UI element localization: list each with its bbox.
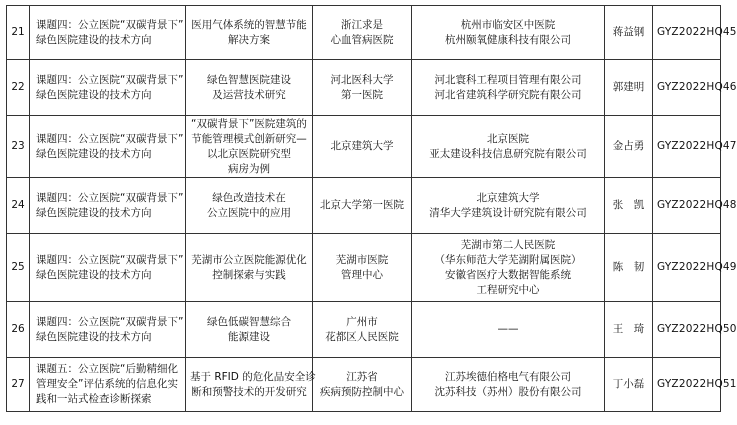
project-code-cell: GYZ2022HQ48 [653,178,721,234]
table-row [7,234,721,302]
cell-line: 芜湖市公立医院能源优化 [191,253,307,266]
cell-line: 杭州市临安区中医院 [460,18,556,31]
cell-line: 北京建筑大学 [330,140,394,152]
table-row [7,178,721,234]
cell-line: 绿色低碳智慧综合 [207,315,291,328]
row-number-cell: 26 [7,302,30,358]
cell-line: 河北医科大学 [330,73,394,86]
cell-line: 绿色改造技术在 [212,191,286,204]
project-code-cell: GYZ2022HQ50 [653,302,721,358]
row-number-cell: 21 [7,6,30,60]
cell-line: 心血管病医院 [330,33,394,46]
cell-line: 医用气体系统的智慧节能 [191,18,307,31]
table-row [7,302,721,358]
cell-line: 亚太建设科技信息研究院有限公司 [429,147,587,160]
cell-line: 北京大学第一医院 [320,199,404,211]
cell-line: 课题四：公立医院“双碳背景下” [36,18,184,31]
topic-cell [30,302,186,358]
cell-line: 基于 RFID 的危化品安全诊 [190,370,316,383]
cell-line: 江苏埃德伯格电气有限公司 [445,370,571,383]
lead-unit-cell [313,178,412,234]
cell-line: “双碳背景下”医院建筑的 [191,117,307,130]
lead-unit-cell [313,116,412,178]
cell-line: 北京建筑大学 [476,191,540,204]
topic-cell [30,6,186,60]
topic-cell [30,60,186,116]
table-row [7,358,721,412]
cell-line: 北京医院 [487,132,529,145]
cell-line: 河北寰科工程项目管理有限公司 [434,73,582,86]
project-title-cell [186,116,313,178]
topic-cell [30,116,186,178]
partner-units-cell [412,116,605,178]
table-row [7,60,721,116]
cell-line: 节能管理模式创新研究— [191,132,307,145]
partner-units-cell [412,6,605,60]
project-title-cell [186,178,313,234]
person-cell: 蒋益钢 [605,6,653,60]
cell-line: 课题五：公立医院“后勤精细化 [36,363,178,375]
lead-unit-cell [313,358,412,412]
person-cell: 郭建明 [605,60,653,116]
row-number-cell: 25 [7,234,30,302]
cell-line: 绿色医院建设的技术方向 [36,268,152,281]
cell-line: 能源建设 [228,330,270,343]
cell-line: 绿色医院建设的技术方向 [36,88,152,101]
cell-line: 绿色医院建设的技术方向 [36,330,152,343]
cell-line: 公立医院中的应用 [207,206,291,219]
cell-line: —— [497,323,519,335]
cell-line: 芜湖市医院 [335,253,389,266]
cell-line: 疾病预防控制中心 [320,385,404,398]
cell-line: 清华大学建筑设计研究院有限公司 [429,206,587,219]
partner-units-cell [412,234,605,302]
row-number-cell: 22 [7,60,30,116]
cell-line: 芜湖市第二人民医院 [460,238,556,251]
partner-units-cell [412,302,605,358]
project-code-cell: GYZ2022HQ45 [653,6,721,60]
cell-line: 病房为例 [228,162,270,175]
person-cell: 金占勇 [605,116,653,178]
cell-line: 以北京医院研究型 [207,147,291,160]
cell-line: 课题四：公立医院“双碳背景下” [36,191,184,204]
cell-line: 解决方案 [228,33,270,46]
cell-line: 课题四：公立医院“双碳背景下” [36,315,184,328]
topic-cell [30,358,186,412]
lead-unit-cell [313,6,412,60]
cell-line: 绿色医院建设的技术方向 [36,206,152,219]
row-number-cell: 27 [7,358,30,412]
cell-line: 安徽省医疗大数据智能系统 [445,268,571,281]
cell-line: 控制探索与实践 [212,268,286,281]
project-code-cell: GYZ2022HQ49 [653,234,721,302]
cell-line: 花都区人民医院 [325,330,399,343]
project-title-cell [186,60,313,116]
cell-line: 管理安全”评估系统的信息化实 [36,378,178,390]
cell-line: 杭州颐氧健康科技有限公司 [445,33,571,46]
partner-units-cell [412,358,605,412]
table-row [7,6,721,60]
lead-unit-cell [313,234,412,302]
cell-line: 践和一站式检查诊断探索 [36,393,152,405]
cell-line: 广州市 [346,315,378,328]
table-body [7,6,737,412]
person-cell: 丁小磊 [605,358,653,412]
topic-cell [30,234,186,302]
project-table [6,5,737,412]
table-row [7,116,721,178]
row-number-cell: 24 [7,178,30,234]
cell-line: 河北省建筑科学研究院有限公司 [434,88,582,101]
cell-line: 及运营技术研究 [212,88,286,101]
cell-line: 课题四：公立医院“双碳背景下” [36,132,184,145]
project-title-cell [186,234,313,302]
cell-line: （华东师范大学芜湖附属医院） [434,253,582,266]
cell-line: 第一医院 [341,88,383,101]
cell-line: 浙江求是 [341,18,383,31]
partner-units-cell [412,60,605,116]
cell-line: 绿色智慧医院建设 [207,73,291,86]
cell-line: 绿色医院建设的技术方向 [36,147,152,160]
project-title-cell [186,6,313,60]
topic-cell [30,178,186,234]
person-cell: 陈 韧 [605,234,653,302]
cell-line: 江苏省 [346,370,378,383]
partner-units-cell [412,178,605,234]
cell-line: 管理中心 [341,268,383,281]
cell-line: 工程研究中心 [476,283,540,296]
project-code-cell: GYZ2022HQ47 [653,116,721,178]
lead-unit-cell [313,302,412,358]
person-cell: 王 琦 [605,302,653,358]
project-code-cell: GYZ2022HQ46 [653,60,721,116]
cell-line: 课题四：公立医院“双碳背景下” [36,253,184,266]
cell-line: 断和预警技术的开发研究 [191,385,307,398]
project-title-cell [186,358,316,412]
cell-line: 课题四：公立医院“双碳背景下” [36,73,184,86]
row-number-cell: 23 [7,116,30,178]
cell-line: 绿色医院建设的技术方向 [36,33,152,46]
person-cell: 张 凯 [605,178,653,234]
project-title-cell [186,302,313,358]
project-code-cell: GYZ2022HQ51 [653,358,721,412]
lead-unit-cell [313,60,412,116]
cell-line: 沈苏科技（苏州）股份有限公司 [434,385,582,398]
